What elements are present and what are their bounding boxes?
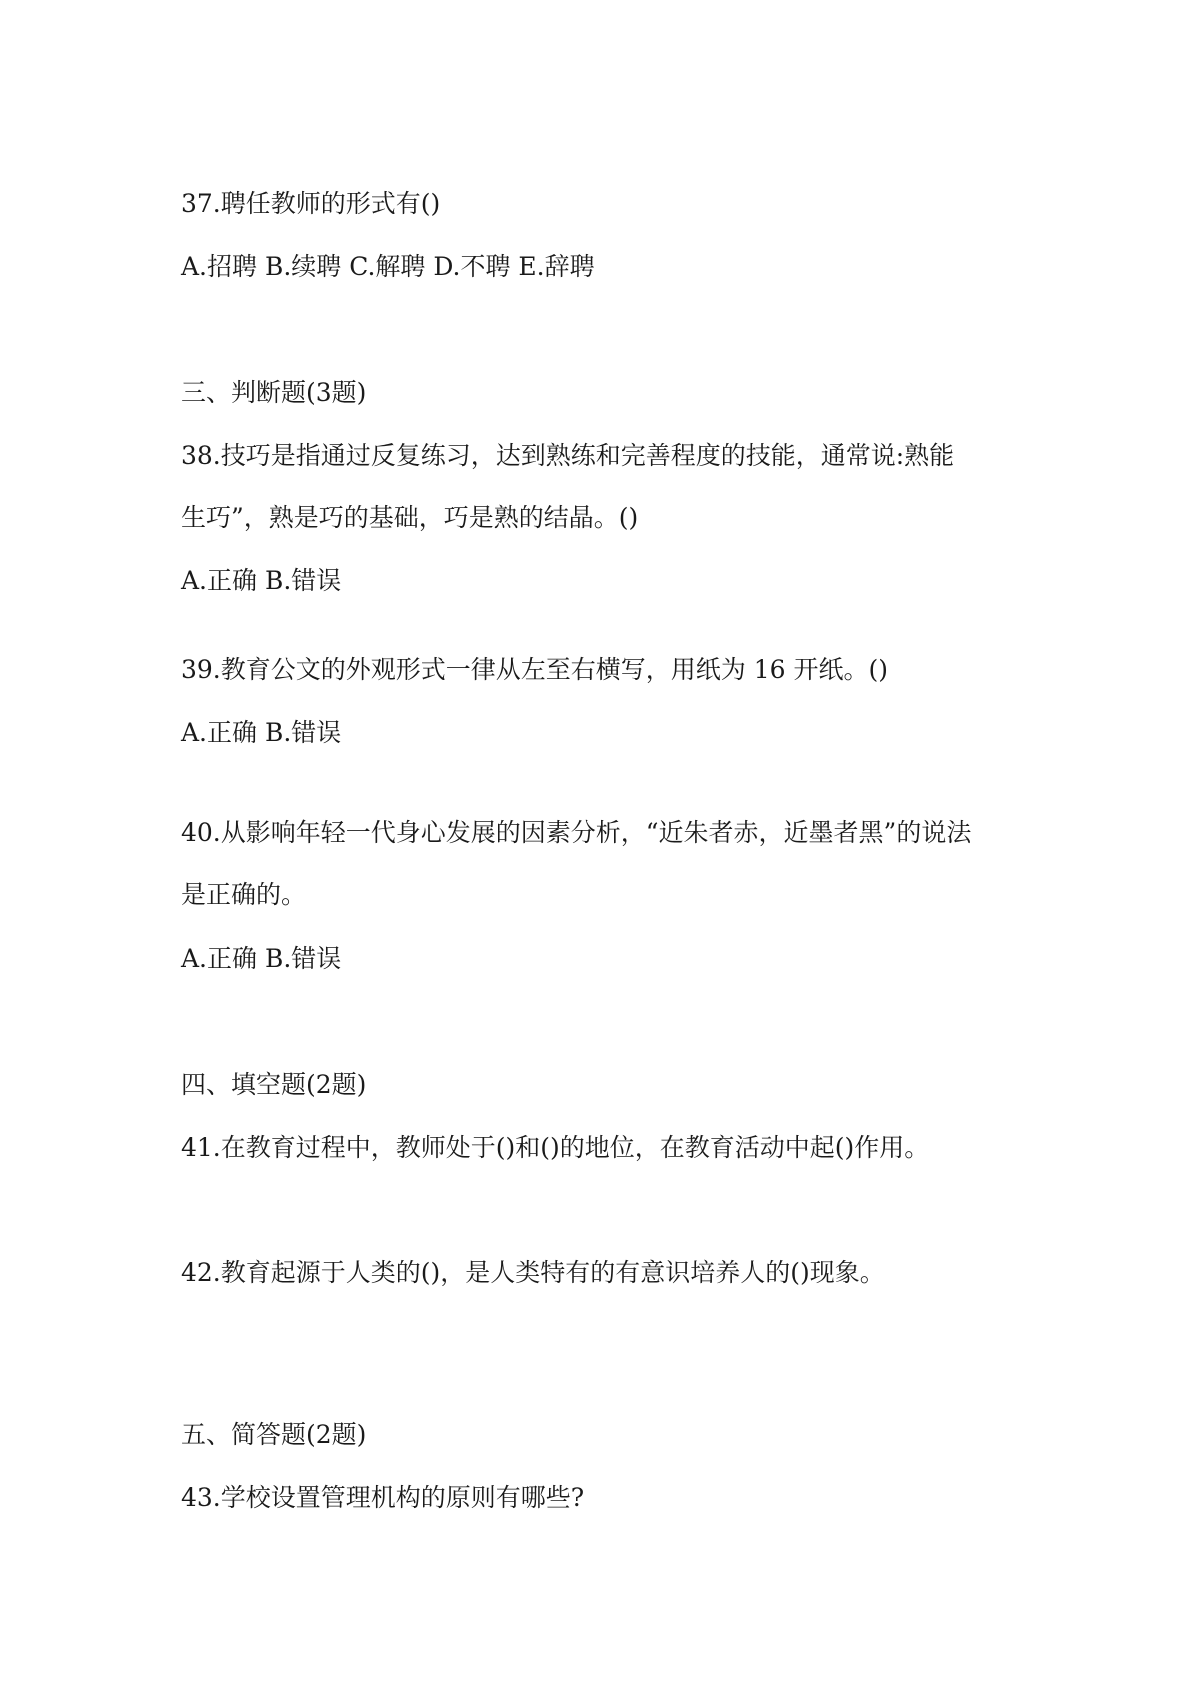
question-38-line-2: 生巧”，熟是巧的基础，巧是熟的结晶。(): [181, 503, 639, 532]
question-39-options: A.正确 B.错误: [181, 718, 342, 747]
question-39: 39.教育公文的外观形式一律从左至右横写，用纸为 16 开纸。(): [181, 655, 888, 684]
section-heading-judgment: 三、判断题(3题): [181, 378, 367, 407]
section-heading-short-answer: 五、简答题(2题): [181, 1420, 367, 1449]
question-41: 41.在教育过程中，教师处于()和()的地位，在教育活动中起()作用。: [181, 1133, 930, 1162]
section-heading-fill-blank: 四、填空题(2题): [181, 1070, 367, 1099]
question-40-line-2: 是正确的。: [181, 880, 307, 909]
question-38-options: A.正确 B.错误: [181, 566, 342, 595]
question-40-options: A.正确 B.错误: [181, 944, 342, 973]
question-37: 37.聘任教师的形式有(): [181, 189, 441, 218]
question-37-options: A.招聘 B.续聘 C.解聘 D.不聘 E.辞聘: [181, 252, 595, 281]
question-43: 43.学校设置管理机构的原则有哪些?: [181, 1483, 585, 1512]
question-38-line-1: 38.技巧是指通过反复练习，达到熟练和完善程度的技能，通常说:熟能: [181, 441, 955, 470]
question-40-line-1: 40.从影响年轻一代身心发展的因素分析，“近朱者赤，近墨者黑”的说法: [181, 818, 972, 847]
question-42: 42.教育起源于人类的()，是人类特有的有意识培养人的()现象。: [181, 1258, 885, 1287]
